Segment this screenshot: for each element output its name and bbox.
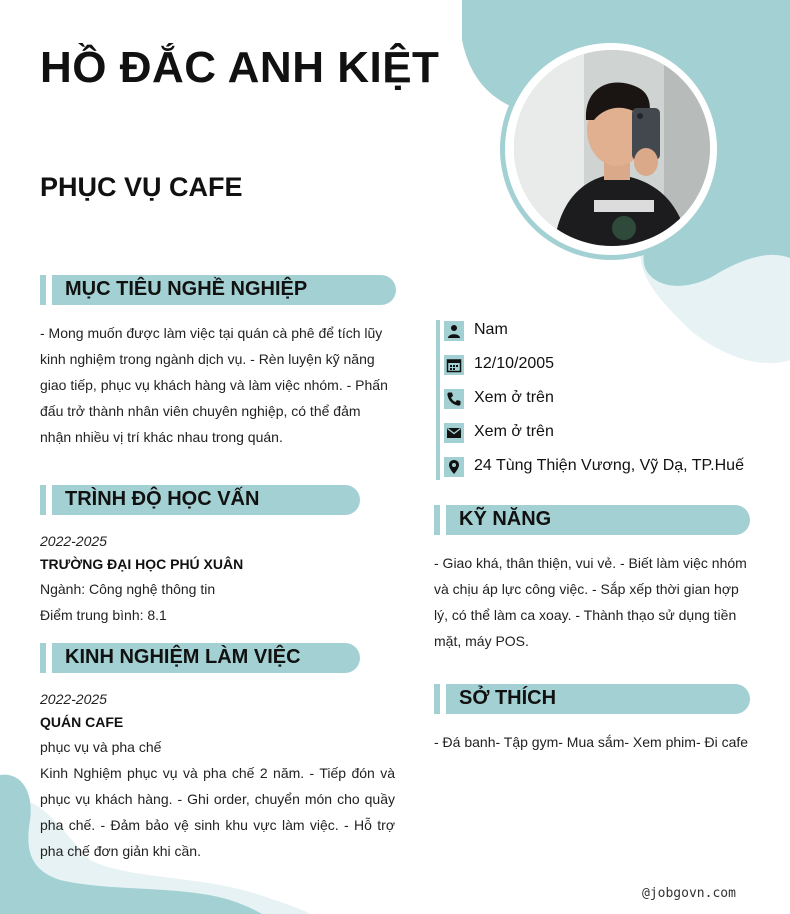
heading-gap [440,684,446,714]
contact-email [444,420,774,446]
skills-text: - Giao khá, thân thiện, vui vẻ. - Biết làm việc nhóm và chịu áp lực công việc. - Sắp xếp thời gian hợp lý, có thể làm ca xoay. - Thành thạo sử dụng tiền mặt, máy POS. [434,555,747,649]
phone-icon [444,389,464,409]
skills-heading [434,505,750,535]
candidate-name: HỒ ĐẮC ANH KIỆT [40,43,440,92]
contact-gender [444,318,774,344]
experience-period: 2022-2025 [40,691,107,707]
heading-gap [46,485,52,515]
mail-icon [444,423,464,443]
calendar-icon [444,355,464,375]
objective-heading-text: MỤC TIÊU NGHỀ NGHIỆP [65,278,308,300]
education-period: 2022-2025 [40,533,107,549]
phone-value: Xem ở trên [474,389,554,406]
profile-photo [514,50,710,246]
education-heading-text: TRÌNH ĐỘ HỌC VẤN [65,488,260,510]
experience-company: QUÁN CAFE [40,714,124,730]
email-value: Xem ở trên [474,423,554,440]
contact-accent-bar [436,320,440,480]
education-gpa: Điểm trung bình: 8.1 [40,607,167,623]
profile-photo-illustration [514,50,710,246]
skills-heading-text: KỸ NĂNG [459,508,552,530]
heading-gap [46,275,52,305]
heading-gap [46,643,52,673]
hobbies-heading [434,684,750,714]
contact-birthday [444,352,774,378]
gender-value: Nam [474,321,508,338]
job-title: PHỤC VỤ CAFE [40,172,243,202]
education-major: Ngành: Công nghệ thông tin [40,581,216,597]
location-pin-icon [444,457,464,477]
education-school: TRƯỜNG ĐẠI HỌC PHÚ XUÂN [40,556,244,572]
hobbies-text: - Đá banh- Tập gym- Mua sắm- Xem phim- Đi cafe [434,734,749,750]
experience-heading-text: KINH NGHIỆM LÀM VIỆC [65,646,301,668]
experience-description: Kinh Nghiệm phục vụ và pha chế 2 năm. - Tiếp đón và phục vụ khách hàng. - Ghi order, chuyển món cho quầy pha chế. - Đảm bảo vệ sinh khu vực làm việc. - Hỗ trợ pha chế đơn giản khi cần. [40,765,395,859]
contact-phone [444,386,774,412]
contact-address [444,454,774,480]
objective-text: - Mong muốn được làm việc tại quán cà phê để tích lũy kinh nghiệm trong ngành dịch vụ. - Rèn luyện kỹ năng giao tiếp, phục vụ khách hàng và làm việc nhóm. - Phấn đấu trở thành nhân viên chuyên nghiệp, có thể đảm nhận nhiều vị trí khác nhau trong quán. [40,325,388,445]
heading-gap [440,505,446,535]
address-value: 24 Tùng Thiện Vương, Vỹ Dạ, TP.Huế [474,457,744,474]
watermark-footer: @jobgovn.com [642,886,736,901]
hobbies-heading-text: SỞ THÍCH [459,687,557,709]
birthday-value: 12/10/2005 [474,355,555,372]
person-icon [444,321,464,341]
experience-heading [40,643,360,673]
objective-heading [40,275,396,305]
education-heading [40,485,360,515]
experience-role: phục vụ và pha chế [40,739,162,755]
